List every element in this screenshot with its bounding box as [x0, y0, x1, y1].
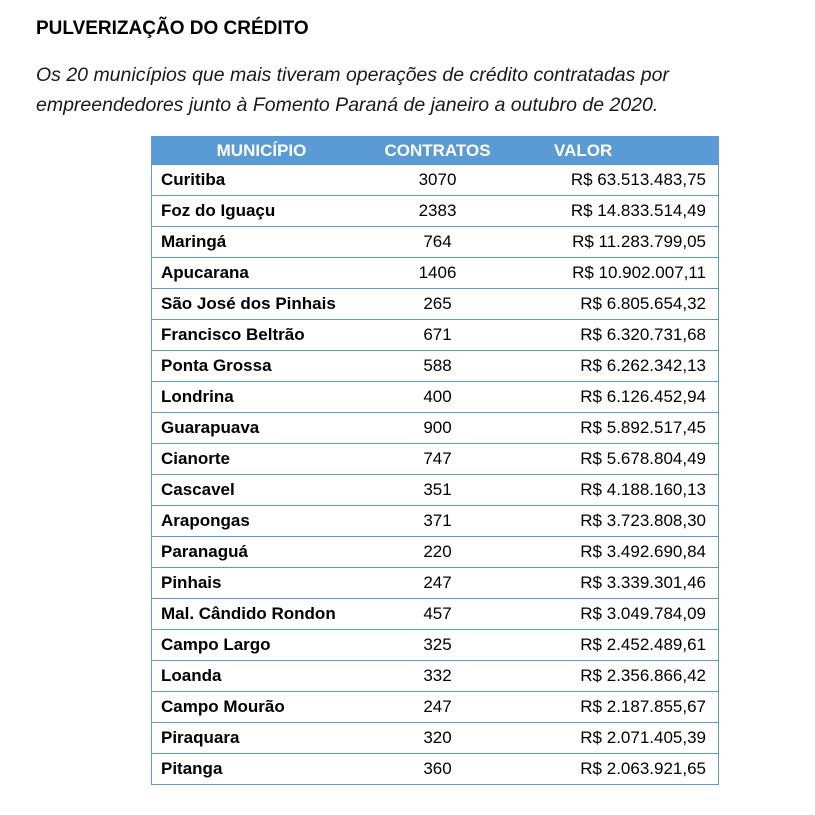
cell-valor: R$ 3.723.808,30 [504, 506, 719, 537]
column-header-municipio: MUNICÍPIO [152, 136, 372, 165]
table-header [152, 136, 719, 165]
cell-valor: R$ 2.063.921,65 [504, 754, 719, 785]
cell-municipio: Foz do Iguaçu [152, 196, 372, 227]
cell-contratos: 247 [372, 568, 504, 599]
cell-contratos: 320 [372, 723, 504, 754]
table-row [152, 475, 719, 506]
cell-valor: R$ 14.833.514,49 [504, 196, 719, 227]
table-row [152, 413, 719, 444]
table-row [152, 165, 719, 196]
cell-contratos: 3070 [372, 165, 504, 196]
cell-contratos: 2383 [372, 196, 504, 227]
table-row [152, 289, 719, 320]
cell-valor: R$ 6.805.654,32 [504, 289, 719, 320]
cell-valor: R$ 5.678.804,49 [504, 444, 719, 475]
cell-valor: R$ 2.356.866,42 [504, 661, 719, 692]
cell-municipio: Cascavel [152, 475, 372, 506]
cell-municipio: Arapongas [152, 506, 372, 537]
cell-contratos: 1406 [372, 258, 504, 289]
table-row [152, 227, 719, 258]
cell-municipio: Loanda [152, 661, 372, 692]
table-row [152, 444, 719, 475]
table-row [152, 692, 719, 723]
table-row [152, 351, 719, 382]
cell-valor: R$ 2.187.855,67 [504, 692, 719, 723]
table-row [152, 382, 719, 413]
cell-municipio: Guarapuava [152, 413, 372, 444]
cell-contratos: 671 [372, 320, 504, 351]
table-row [152, 568, 719, 599]
cell-contratos: 371 [372, 506, 504, 537]
cell-municipio: Campo Largo [152, 630, 372, 661]
cell-contratos: 400 [372, 382, 504, 413]
table-row [152, 258, 719, 289]
cell-valor: R$ 2.071.405,39 [504, 723, 719, 754]
credit-table [151, 136, 719, 785]
cell-valor: R$ 6.262.342,13 [504, 351, 719, 382]
cell-valor: R$ 6.320.731,68 [504, 320, 719, 351]
cell-contratos: 588 [372, 351, 504, 382]
cell-municipio: Curitiba [152, 165, 372, 196]
cell-contratos: 747 [372, 444, 504, 475]
page-subtitle: Os 20 municípios que mais tiveram operações de crédito contratadas por empreendedores junto à Fomento Paraná de janeiro a outubro de 2020. [36, 64, 669, 116]
cell-municipio: Francisco Beltrão [152, 320, 372, 351]
cell-contratos: 265 [372, 289, 504, 320]
table-body [152, 165, 719, 785]
cell-municipio: Pitanga [152, 754, 372, 785]
cell-contratos: 325 [372, 630, 504, 661]
cell-municipio: Mal. Cândido Rondon [152, 599, 372, 630]
table-row [152, 599, 719, 630]
cell-municipio: Campo Mourão [152, 692, 372, 723]
table-row [152, 320, 719, 351]
cell-municipio: Piraquara [152, 723, 372, 754]
cell-contratos: 351 [372, 475, 504, 506]
column-header-valor: VALOR [504, 136, 719, 165]
cell-contratos: 900 [372, 413, 504, 444]
cell-contratos: 247 [372, 692, 504, 723]
table-row [152, 506, 719, 537]
cell-contratos: 457 [372, 599, 504, 630]
cell-municipio: Maringá [152, 227, 372, 258]
cell-contratos: 332 [372, 661, 504, 692]
cell-valor: R$ 3.339.301,46 [504, 568, 719, 599]
cell-contratos: 360 [372, 754, 504, 785]
cell-valor: R$ 10.902.007,11 [504, 258, 719, 289]
cell-valor: R$ 2.452.489,61 [504, 630, 719, 661]
table-row [152, 196, 719, 227]
cell-municipio: Cianorte [152, 444, 372, 475]
cell-valor: R$ 3.049.784,09 [504, 599, 719, 630]
cell-valor: R$ 4.188.160,13 [504, 475, 719, 506]
cell-municipio: Ponta Grossa [152, 351, 372, 382]
cell-valor: R$ 11.283.799,05 [504, 227, 719, 258]
cell-valor: R$ 6.126.452,94 [504, 382, 719, 413]
table-row [152, 723, 719, 754]
cell-contratos: 220 [372, 537, 504, 568]
column-header-contratos: CONTRATOS [372, 136, 504, 165]
cell-municipio: Apucarana [152, 258, 372, 289]
cell-contratos: 764 [372, 227, 504, 258]
cell-municipio: São José dos Pinhais [152, 289, 372, 320]
cell-municipio: Paranaguá [152, 537, 372, 568]
table-row [152, 661, 719, 692]
cell-valor: R$ 3.492.690,84 [504, 537, 719, 568]
table-row [152, 537, 719, 568]
table-row [152, 754, 719, 785]
cell-valor: R$ 5.892.517,45 [504, 413, 719, 444]
table-row [152, 630, 719, 661]
cell-valor: R$ 63.513.483,75 [504, 165, 719, 196]
table-header-row [152, 136, 719, 165]
page-heading: PULVERIZAÇÃO DO CRÉDITO [36, 18, 309, 39]
cell-municipio: Londrina [152, 382, 372, 413]
cell-municipio: Pinhais [152, 568, 372, 599]
